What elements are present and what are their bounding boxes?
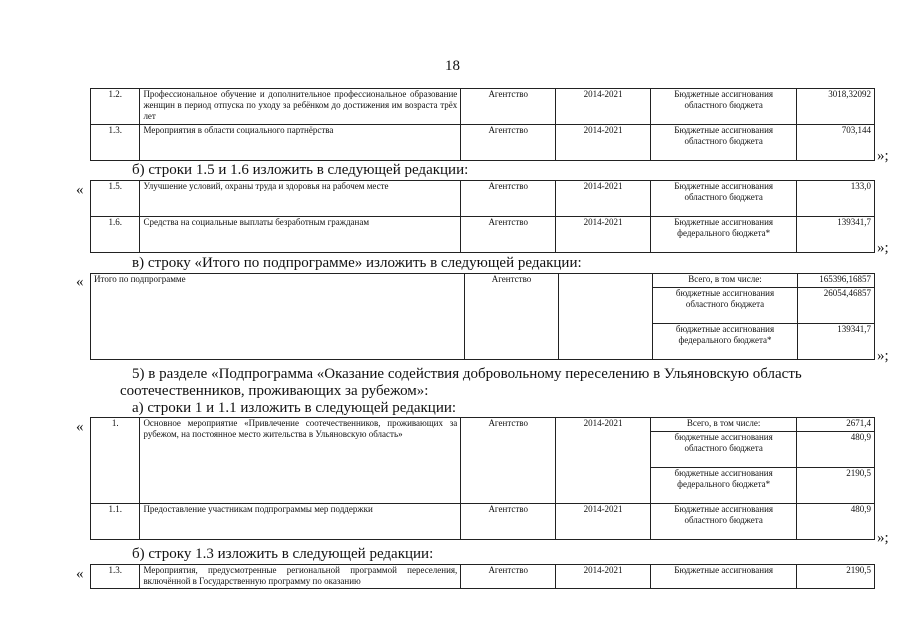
row-number: 1.3. [91, 565, 140, 589]
row-years: 2014-2021 [556, 125, 651, 161]
row-source: бюджетные ассигнования федерального бюджета* [653, 324, 798, 360]
row-source: Бюджетные ассигнования областного бюджета [650, 125, 796, 161]
row-source: бюджетные ассигнования областного бюджета [650, 432, 796, 468]
row-source: Всего, в том числе: [650, 418, 796, 432]
page-number: 18 [445, 58, 460, 74]
row-value: 3018,32092 [797, 89, 875, 125]
row-source: бюджетные ассигнования областного бюджета [653, 288, 798, 324]
row-source: Бюджетные ассигнования федерального бюджета* [650, 217, 796, 253]
table-rows-1-2-1-3 [90, 88, 875, 161]
row-years: 2014-2021 [556, 217, 651, 253]
row-executor: Агентство [461, 418, 556, 504]
table-row [91, 565, 875, 589]
row-value: 133,0 [797, 181, 875, 217]
row-name: Основное мероприятие «Привлечение соотечественников, проживающих за рубежом, на постоянное место жительства в Ульяновскую область» [140, 418, 461, 504]
row-number: 1.1. [91, 504, 140, 540]
paragraph-5-continuation: соотечественников, проживающих за рубежом»: [120, 383, 429, 399]
row-source: Бюджетные ассигнования областного бюджета [650, 89, 796, 125]
opening-quote: « [76, 274, 84, 290]
row-source: Бюджетные ассигнования областного бюджета [650, 504, 796, 540]
row-executor: Агентство [461, 504, 556, 540]
row-value: 2190,5 [797, 565, 875, 589]
row-years: 2014-2021 [556, 504, 651, 540]
table-subprogram-total [90, 273, 875, 360]
row-years: 2014-2021 [556, 418, 651, 504]
row-value: 480,9 [797, 432, 875, 468]
row-years [559, 274, 653, 360]
row-executor: Агентство [461, 125, 556, 161]
opening-quote: « [76, 419, 84, 435]
row-name: Предоставление участникам подпрограммы мер поддержки [140, 504, 461, 540]
row-executor: Агентство [461, 217, 556, 253]
row-number: 1.2. [91, 89, 140, 125]
row-name: Мероприятия в области социального партнёрства [140, 125, 461, 161]
row-executor: Агентство [461, 565, 556, 589]
row-name: Итого по подпрограмме [91, 274, 465, 360]
section-heading: в) строку «Итого по подпрограмме» изложить в следующей редакции: [132, 255, 582, 271]
row-value: 139341,7 [798, 324, 875, 360]
row-years: 2014-2021 [556, 89, 651, 125]
row-number: 1. [91, 418, 140, 504]
row-years: 2014-2021 [556, 181, 651, 217]
table-rows-1-5-1-6 [90, 180, 875, 253]
row-number: 1.6. [91, 217, 140, 253]
table-row [91, 217, 875, 253]
closing-quote: »; [877, 148, 889, 164]
closing-quote: »; [877, 530, 889, 546]
row-value: 2190,5 [797, 468, 875, 504]
row-value: 2671,4 [797, 418, 875, 432]
row-source: бюджетные ассигнования федерального бюджета* [650, 468, 796, 504]
table-row [91, 418, 875, 432]
row-source: Бюджетные ассигнования областного бюджета [650, 181, 796, 217]
table-rows-1-1-1 [90, 417, 875, 540]
row-value: 480,9 [797, 504, 875, 540]
closing-quote: »; [877, 240, 889, 256]
row-name: Средства на социальные выплаты безработным гражданам [140, 217, 461, 253]
row-value: 26054,46857 [798, 288, 875, 324]
table-row [91, 274, 875, 288]
table-row [91, 181, 875, 217]
row-executor: Агентство [461, 89, 556, 125]
row-name: Улучшение условий, охраны труда и здоровья на рабочем месте [140, 181, 461, 217]
table-row [91, 125, 875, 161]
closing-quote: »; [877, 348, 889, 364]
table-row-1-3 [90, 564, 875, 589]
row-value: 165396,16857 [798, 274, 875, 288]
section-heading: б) строку 1.3 изложить в следующей редакции: [132, 546, 434, 562]
row-number: 1.3. [91, 125, 140, 161]
table-row [91, 504, 875, 540]
section-heading: а) строки 1 и 1.1 изложить в следующей редакции: [132, 400, 457, 416]
row-name: Мероприятия, предусмотренные региональной программой переселения, включённой в Государственную программу по оказанию [140, 565, 461, 589]
row-value: 703,144 [797, 125, 875, 161]
row-executor: Агентство [465, 274, 559, 360]
paragraph-5: 5) в разделе «Подпрограмма «Оказание содействия добровольному переселению в Ульяновскую область [132, 366, 802, 382]
row-source: Бюджетные ассигнования [650, 565, 796, 589]
row-years: 2014-2021 [556, 565, 651, 589]
row-number: 1.5. [91, 181, 140, 217]
section-heading: б) строки 1.5 и 1.6 изложить в следующей редакции: [132, 162, 469, 178]
row-name: Профессиональное обучение и дополнительное профессиональное образование женщин в период отпуска по уходу за ребёнком до достижения им возраста трёх лет [140, 89, 461, 125]
row-value: 139341,7 [797, 217, 875, 253]
row-executor: Агентство [461, 181, 556, 217]
opening-quote: « [76, 182, 84, 198]
opening-quote: « [76, 566, 84, 582]
table-row [91, 89, 875, 125]
row-source: Всего, в том числе: [653, 274, 798, 288]
